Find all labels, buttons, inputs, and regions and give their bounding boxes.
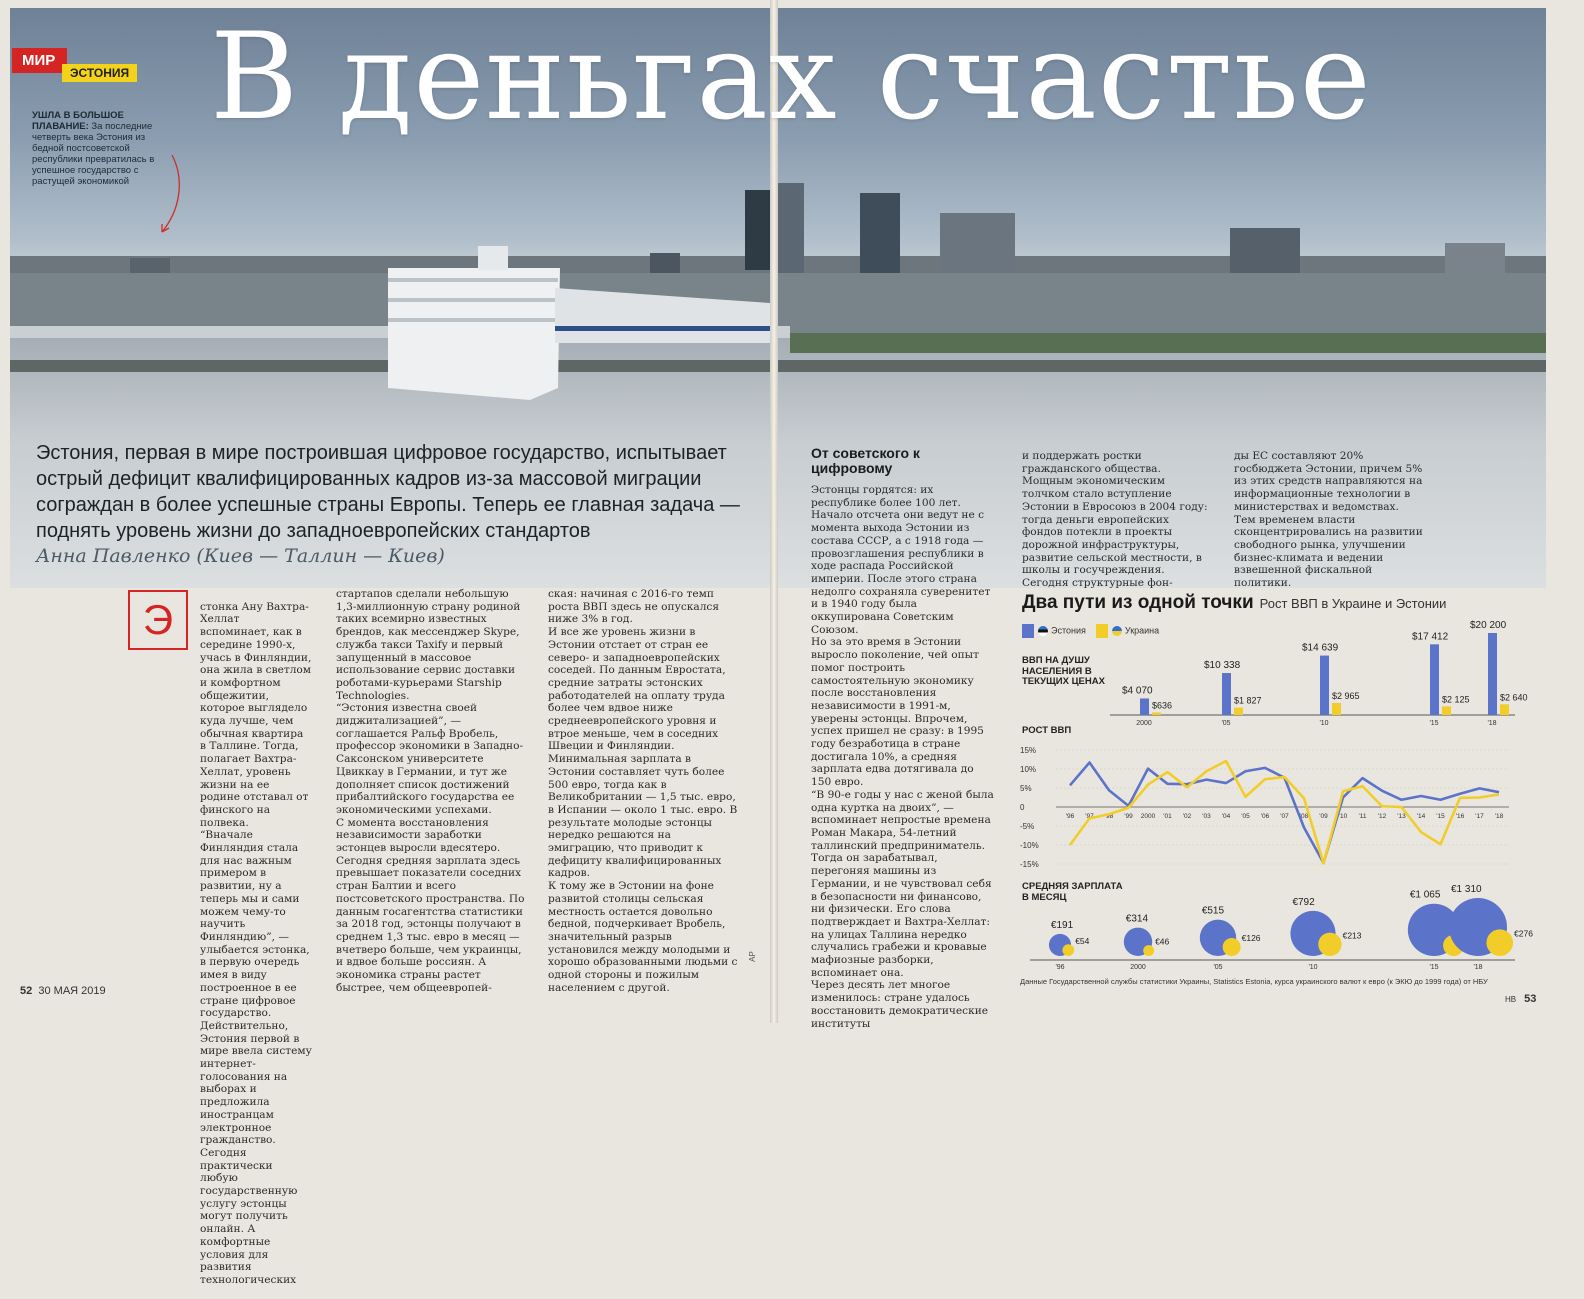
growth-x-tick: 2000	[1140, 813, 1156, 820]
photo-caption-text: За последние четверть века Эстония из бедной постсоветской республики превратилась в успешное государство с растущей экономикой	[32, 121, 155, 187]
wage-label-ukraine: €46	[1155, 936, 1170, 947]
wage-label-estonia: €1 065	[1409, 889, 1441, 901]
wage-bubble-ukraine	[1318, 933, 1341, 956]
wage-label-ukraine: €126	[1241, 933, 1261, 944]
growth-x-tick: '97	[1085, 813, 1094, 820]
byline: Анна Павленко (Киев — Таллин — Киев)	[36, 545, 445, 567]
wage-year-tick: '96	[1055, 964, 1065, 971]
wage-bubble-chart	[1030, 878, 1533, 971]
wage-label-ukraine: €276	[1514, 928, 1533, 939]
wage-label-estonia: €515	[1201, 905, 1225, 917]
growth-y-tick: 5%	[1020, 784, 1032, 793]
gdp-bar-ukraine	[1332, 703, 1341, 715]
gdp-year-tick: 2000	[1136, 720, 1152, 727]
gdp-chart-label: ВВП НА ДУШУ НАСЕЛЕНИЯ В ТЕКУЩИХ ЦЕНАХ	[1022, 655, 1105, 687]
left-page-number: 52	[20, 985, 33, 997]
growth-x-tick: '06	[1260, 813, 1270, 820]
gdp-label-estonia: $17 412	[1412, 631, 1449, 643]
page-gutter	[770, 0, 778, 1023]
estonia-flag-icon	[1038, 626, 1048, 636]
gdp-label-ukraine: $2 125	[1442, 694, 1470, 705]
growth-x-tick: '08	[1299, 813, 1309, 820]
gdp-bar-estonia	[1430, 644, 1439, 715]
growth-x-tick: '03	[1202, 813, 1211, 820]
legend-estonia	[1022, 624, 1086, 638]
wage-label-ukraine: €213	[1342, 930, 1362, 941]
legend-ukraine-label: Украина	[1124, 625, 1160, 636]
wage-bubble-ukraine	[1223, 938, 1241, 956]
gdp-bar-ukraine	[1442, 706, 1451, 715]
article-lead: Эстония, первая в мире построившая цифровое государство, испытывает острый дефицит квалифицированных кадров из-за массовой миграции сограждан в более успешные страны Европы. Теперь ее главная задача — поднять уровень жизни до западноевропейских стандартов	[36, 442, 740, 542]
gdp-year-tick: '18	[1487, 720, 1497, 727]
wage-year-tick: '10	[1308, 964, 1318, 971]
growth-y-tick: -10%	[1020, 841, 1039, 850]
column-1-text: стонка Ану Вахтра-Хеллат вспоминает, как в середине 1990-х, учась в Финляндии, она жила в светлом и комфортном общежитии, которое выглядело куда лучше, чем обычная квартира в Таллине. Тогда, полагает Вахтра-Хеллат, уровень жизни на ее родине отставал от финского на полвека. “Вначале Финляндия стала для нас важным примером в развитии, ну а теперь мы и сами можем чему-то научить Финляндию”, — улыбается эстонка, в первую очередь имея в виду построенное в ее стране цифровое государство. Действительно, Эстония первой в мире ввела систему интернет-голосования на выборах и предложила иностранцам электронное гражданство. Сегодня практически любую государственную услугу эстонцы могут получить онлайн. А комфортные условия для развития технологических	[200, 600, 312, 1286]
column-5: и поддержать ростки гражданского общества. Мощным экономическим толчком стало вступление Эстонии в Евросоюз в 2004 году: тогда деньги европейских фондов потекли в проекты дорожной инфраструктуры, развитие сельской местности, в школы и госучреждения. Сегодня структурные фон-	[1022, 450, 1208, 590]
growth-y-tick: -5%	[1020, 822, 1035, 831]
gdp-bar-estonia	[1140, 698, 1149, 715]
wage-year-tick: 2000	[1130, 964, 1146, 971]
chart-title-text: Два пути из одной точки	[1022, 592, 1254, 613]
headline: В деньгах счастье	[210, 8, 1372, 147]
right-page-number: 53	[1524, 993, 1537, 1005]
growth-x-tick: '11	[1358, 813, 1367, 820]
growth-y-tick: -15%	[1020, 860, 1039, 869]
growth-x-tick: '01	[1163, 813, 1172, 820]
wage-label-ukraine: €54	[1075, 936, 1090, 947]
caption-arrow-icon	[150, 150, 190, 240]
right-page-footer	[1505, 993, 1536, 1005]
growth-x-tick: '05	[1241, 813, 1250, 820]
issue-date: 30 МАЯ 2019	[38, 985, 106, 997]
growth-x-tick: '02	[1182, 813, 1192, 820]
column-2: стартапов сделали небольшую 1,3-миллионную страну родиной таких всемирно известных брендов, как мессенджер Skype, служба такси Taxify и первый запущенный в массовое использование сервис доставки роботами-курьерами Starship Technologies. “Эстония известна своей диджитализацией”, — соглашается Ральф Вробель, профессор экономики в Западно-Саксонском университете Цвиккау в Германии, и тут же дополняет список достижений прибалтийского государства ее экономическими успехами. С момента восстановления независимости заработки эстонцев выросли вдесятеро. Сегодня средняя зарплата здесь превышает показатели соседних стран Балтии и всего постсоветского пространства. По данным госагентства статистики за 2018 год, эстонцы получают в среднем 1,3 тыс. евро в месяц — вчетверо больше, чем украинцы, и вдвое больше россиян. А экономика страны растет быстрее, чем общеевропей-	[336, 588, 525, 994]
gdp-label-estonia: $20 200	[1470, 620, 1507, 631]
chart-title	[1022, 592, 1446, 614]
wage-label-estonia: €314	[1125, 913, 1149, 925]
growth-x-tick: '09	[1319, 813, 1328, 820]
subhead	[811, 446, 951, 476]
gdp-year-tick: '05	[1221, 720, 1231, 727]
growth-x-tick: '12	[1377, 813, 1387, 820]
drop-cap: Э	[128, 590, 188, 650]
growth-y-tick: 0	[1020, 803, 1025, 812]
wage-bubble-ukraine	[1062, 944, 1074, 956]
growth-x-tick: '14	[1416, 813, 1426, 820]
growth-x-tick: '99	[1124, 813, 1133, 820]
growth-x-tick: '18	[1494, 813, 1504, 820]
growth-x-tick: '17	[1475, 813, 1484, 820]
gdp-label-ukraine: $2 965	[1332, 690, 1360, 701]
column-1	[126, 588, 312, 1299]
gdp-label-estonia: $4 070	[1122, 685, 1153, 697]
wage-label-estonia: €792	[1292, 896, 1315, 908]
wage-year-tick: '15	[1429, 964, 1439, 971]
gdp-bar-estonia	[1222, 673, 1231, 715]
growth-x-tick: '15	[1436, 813, 1445, 820]
column-4: Эстонцы гордятся: их республике более 100 лет. Начало отсчета они ведут не с момента выхода Эстонии из состава СССР, а с 1918 года — провозглашения республики в ходе распада Российской империи. После этого страна недолго сохраняла суверенитет и в 1940 году была оккупирована Советским Союзом. Но за это время в Эстонии выросло поколение, чей опыт помог построить самостоятельную экономику после восстановления независимости в 1991-м, уверены эстонцы. Впрочем, успех пришел не сразу: в 1995 году безработица в стране достигала 10%, а средняя зарплата едва дотягивала до 150 евро. “В 90-е годы у нас с женой была одна куртка на двоих”, — вспоминает непростые времена Роман Макара, 54-летний таллинский предприниматель. Тогда он зарабатывал, перегоняя машины из Германии, и не чувствовал себя в безопасности ни финансово, ни физически. Его слова подтверждает и Вахтра-Хеллат: на улицах Таллина нередко случались грабежи и кровавые мафиозные разборки, вспоминает она. Через десять лет многое изменилось: стране удалось восстановить демократические институты	[811, 484, 994, 1030]
wage-chart-label: СРЕДНЯЯ ЗАРПЛАТА В МЕСЯЦ	[1022, 881, 1123, 903]
wage-bubble-ukraine	[1486, 929, 1513, 956]
legend-estonia-swatch	[1022, 624, 1034, 638]
wage-label-estonia: €1 310	[1451, 884, 1482, 895]
gdp-label-ukraine: $636	[1152, 700, 1173, 711]
growth-x-tick: '96	[1065, 813, 1075, 820]
gdp-label-estonia: $10 338	[1204, 660, 1241, 672]
growth-x-tick: '04	[1221, 813, 1231, 820]
growth-x-tick: '98	[1104, 813, 1114, 820]
chart-subtitle: Рост ВВП в Украине и Эстонии	[1259, 596, 1447, 611]
growth-line-chart	[1018, 740, 1518, 875]
growth-x-tick: '07	[1280, 813, 1289, 820]
growth-x-tick: '13	[1397, 813, 1406, 820]
legend-estonia-label: Эстония	[1051, 625, 1086, 636]
gdp-bar-estonia	[1488, 633, 1497, 715]
gdp-label-estonia: $14 639	[1302, 642, 1339, 654]
gdp-bar-ukraine	[1500, 704, 1509, 715]
section-tag: МИР	[12, 48, 67, 73]
country-tag: ЭСТОНИЯ	[62, 64, 137, 82]
photo-caption-bold: УШЛА В БОЛЬШОЕ ПЛАВАНИЕ:	[32, 110, 124, 132]
growth-chart-label: РОСТ ВВП	[1022, 725, 1072, 736]
gdp-label-ukraine: $1 827	[1234, 695, 1262, 706]
left-page-footer	[20, 985, 106, 997]
gdp-label-ukraine: $2 640	[1500, 692, 1528, 703]
gdp-bar-chart	[1110, 620, 1528, 732]
chart-source: Данные Государственной службы статистики Украины, Statistics Estonia, курса украинского валют к евро (к ЭКЮ до 1999 года) от НБУ	[1020, 977, 1488, 986]
gdp-year-tick: '10	[1319, 720, 1329, 727]
growth-x-tick: '10	[1338, 813, 1348, 820]
photo-credit: AP	[747, 951, 757, 962]
wage-label-estonia: €191	[1050, 919, 1074, 931]
gdp-bar-ukraine	[1152, 712, 1161, 715]
wage-year-tick: '18	[1473, 964, 1483, 971]
gdp-bar-estonia	[1320, 656, 1329, 715]
magazine-name: НВ	[1505, 995, 1517, 1004]
column-3: ская: начиная с 2016-го темп роста ВВП здесь не опускался ниже 3% в год. И все же уровень жизни в Эстонии отстает от стран ее северо- и западноевропейских соседей. По данным Евростата, средние затраты эстонских работодателей на оплату труда более чем вдвое ниже среднеевропейского уровня и втрое меньше, чем в соседних Швеции и Финляндии. Минимальная зарплата в Эстонии составляет чуть более 500 евро, тогда как в Великобритании — 1,5 тыс. евро, в Испании — около 1 тыс. евро. В результате молодые эстонцы нередко решаются на эмиграцию, что приводит к дефициту квалифицированных кадров. К тому же в Эстонии на фоне развитой столицы сельская местность остается довольно бедной, подчеркивает Вробель, значительный разрыв установился между молодыми и хорошо образованными людьми с одной стороны и пожилым населением с другой.	[548, 588, 738, 994]
wage-bubble-ukraine	[1143, 945, 1154, 956]
growth-y-tick: 10%	[1020, 765, 1037, 774]
wage-year-tick: '05	[1213, 964, 1223, 971]
gdp-bar-ukraine	[1234, 708, 1243, 715]
gdp-year-tick: '15	[1429, 720, 1439, 727]
growth-y-tick: 15%	[1020, 746, 1037, 755]
column-6: ды ЕС составляют 20% госбюджета Эстонии, причем 5% из этих средств направляются на информационные технологии в министерствах и ведомствах. Тем временем власти сконцентрировались на развитии свободного рынка, улучшении бизнес-климата и ведении взвешенной фискальной политики.	[1234, 450, 1423, 590]
legend-ukraine-swatch	[1096, 624, 1108, 638]
subhead-text: От советского к цифровому	[811, 445, 920, 476]
growth-x-tick: '16	[1455, 813, 1465, 820]
